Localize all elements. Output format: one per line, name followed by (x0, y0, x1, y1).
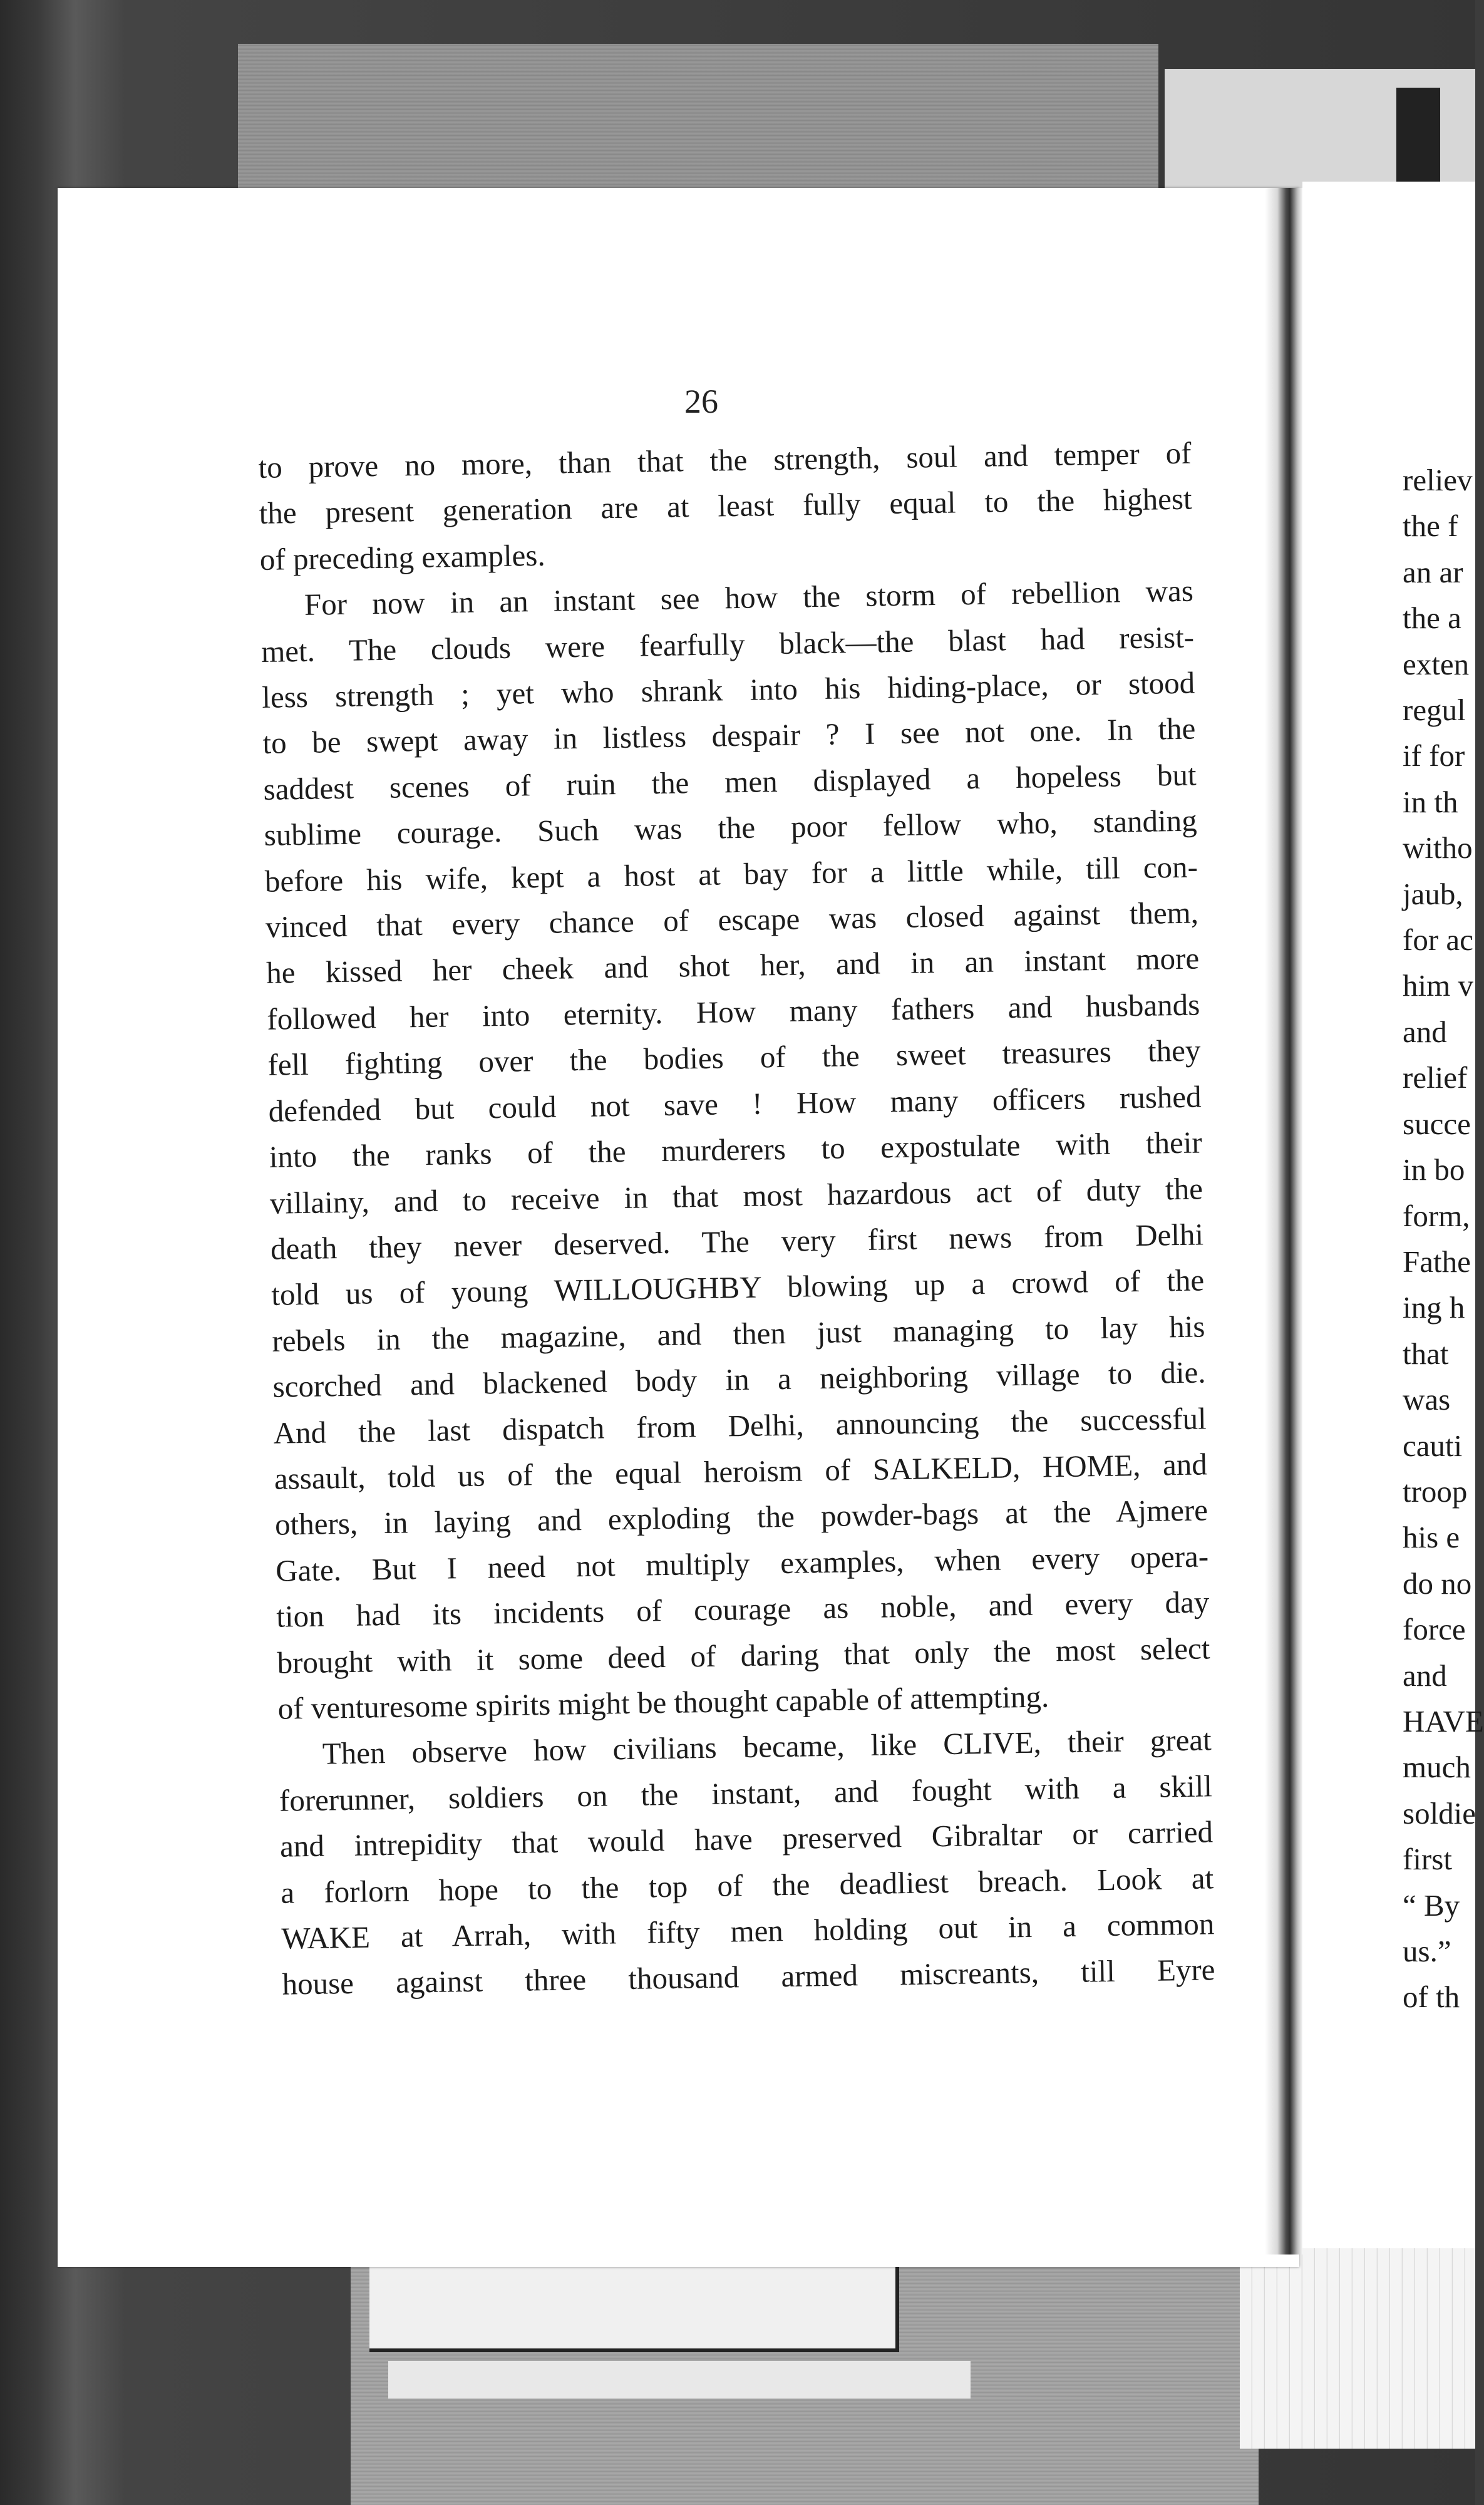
right-page-fragment: form, (1403, 1198, 1470, 1233)
text-line: defended but could not save ! How many officers rushed (268, 1079, 1202, 1129)
right-page-fragment: if for (1403, 738, 1465, 773)
text-line: to prove no more, than that the strength, soul and temper of (258, 435, 1192, 485)
text-line: saddest scenes of ruin the men displayed a hopeless but (263, 757, 1197, 807)
text-line: house against three thousand armed miscreants, till Eyre (282, 1952, 1215, 2002)
text-line: Then observe how civilians became, like CLIVE, their great (322, 1722, 1212, 1772)
right-page-fragment: succe (1403, 1106, 1471, 1141)
text-line: sublime courage. Such was the poor fellow who, standing (264, 803, 1198, 853)
book-gutter (1265, 188, 1302, 2254)
text-line: scorched and blackened body in a neighboring village to die. (272, 1355, 1206, 1404)
right-page-fragment: Fathe (1403, 1244, 1471, 1279)
scan-bottom-card-2 (388, 2361, 971, 2399)
text-line: the present generation are at least fully equal to the highest (259, 481, 1192, 531)
right-page-fragment: the a (1403, 601, 1461, 636)
text-line: less strength ; yet who shrank into his hiding-place, or stood (261, 665, 1195, 715)
right-page-fragment: of th (1403, 1980, 1460, 2015)
scan-top-band (238, 44, 1158, 188)
right-page-fragment: was (1403, 1382, 1451, 1417)
text-line: Gate. But I need not multiply examples, when every opera- (275, 1539, 1209, 1588)
right-page-fragment: his e (1403, 1520, 1460, 1555)
text-line: of preceding examples. (259, 537, 546, 577)
right-page-fragment: force (1403, 1612, 1466, 1647)
text-line: met. The clouds were fearfully black—the blast had resist- (260, 619, 1195, 669)
scan-bottom-right-strip (1240, 2248, 1475, 2449)
text-line: others, in laying and exploding the powder-bags at the Ajmere (274, 1492, 1208, 1542)
text-line: brought with it some deed of daring that only the most select (277, 1630, 1210, 1680)
text-line: rebels in the magazine, and then just managing to lay his (272, 1309, 1205, 1358)
text-line: death they never deserved. The very first news from Delhi (270, 1217, 1204, 1266)
text-line: villainy, and to receive in that most hazardous act of duty the (269, 1170, 1203, 1221)
right-page-fragment: the f (1403, 509, 1458, 544)
page-number: 26 (684, 383, 718, 420)
right-page-fragment: first (1403, 1842, 1452, 1877)
text-line: told us of young WILLOUGHBY blowing up a crowd of the (271, 1263, 1205, 1313)
page-body-text (258, 430, 1215, 2008)
text-line: he kissed her cheek and shot her, and in an instant more (265, 941, 1200, 991)
right-page-fragment: soldie (1403, 1795, 1476, 1831)
right-page-fragment: for ac (1403, 922, 1473, 958)
right-page-fragment: an ar (1403, 554, 1463, 589)
text-line: and intrepidity that would have preserved Gibraltar or carried (279, 1814, 1213, 1864)
text-line: tion had its incidents of courage as noble, and every day (276, 1584, 1210, 1634)
right-page-fragment: much (1403, 1750, 1471, 1785)
text-line: For now in an instant see how the storm of rebellion was (304, 573, 1194, 622)
right-page-fragment: “ By (1403, 1888, 1460, 1923)
right-page-fragment: and (1403, 1014, 1447, 1049)
text-line: fell fighting over the bodies of the sweet treasures they (267, 1033, 1201, 1083)
right-page-fragment: in th (1403, 784, 1458, 819)
right-page-fragment: jaub, (1403, 876, 1463, 911)
right-page-fragment: relief (1403, 1060, 1468, 1095)
text-line: before his wife, kept a host at bay for a little while, till con- (264, 849, 1198, 899)
right-page-fragment: HAVE (1403, 1703, 1484, 1738)
right-page-fragment: in bo (1403, 1152, 1465, 1187)
text-line: assault, told us of the equal heroism of SALKELD, HOME, and (274, 1447, 1208, 1496)
text-line: of venturesome spirits might be thought capable of attempting. (277, 1679, 1049, 1726)
right-page-fragment: him v (1403, 968, 1473, 1003)
right-page-fragment: us.” (1403, 1934, 1451, 1968)
right-page-fragment: that (1403, 1336, 1449, 1371)
text-line: vinced that every chance of escape was closed against them, (265, 895, 1199, 944)
right-page-fragment: regul (1403, 693, 1466, 728)
scan-bottom-card (369, 2261, 899, 2352)
text-line: a forlorn hope to the top of the deadliest breach. Look at (280, 1860, 1214, 1910)
right-page-fragment: reliev (1403, 463, 1473, 497)
scan-top-right-mark (1396, 88, 1440, 182)
right-page-fragment: exten (1403, 646, 1470, 681)
right-page-fragment: troop (1403, 1474, 1468, 1509)
right-page-text-fragments (1403, 457, 1484, 2020)
right-page-fragment: cauti (1403, 1428, 1463, 1463)
right-page-fragment: do no (1403, 1566, 1472, 1601)
text-line: And the last dispatch from Delhi, announcing the successful (273, 1400, 1207, 1450)
text-line: into the ranks of the murderers to expostulate with their (269, 1125, 1203, 1174)
right-page-fragment: and (1403, 1658, 1447, 1693)
text-line: to be swept away in listless despair ? I see not one. In the (262, 711, 1196, 761)
right-page-fragment: ing h (1403, 1290, 1465, 1325)
right-page-fragment: witho (1403, 830, 1473, 865)
text-line: WAKE at Arrah, with fifty men holding out in a common (281, 1906, 1215, 1956)
text-line: forerunner, soldiers on the instant, and fought with a skill (279, 1769, 1213, 1818)
text-line: followed her into eternity. How many fathers and husbands (266, 987, 1200, 1036)
